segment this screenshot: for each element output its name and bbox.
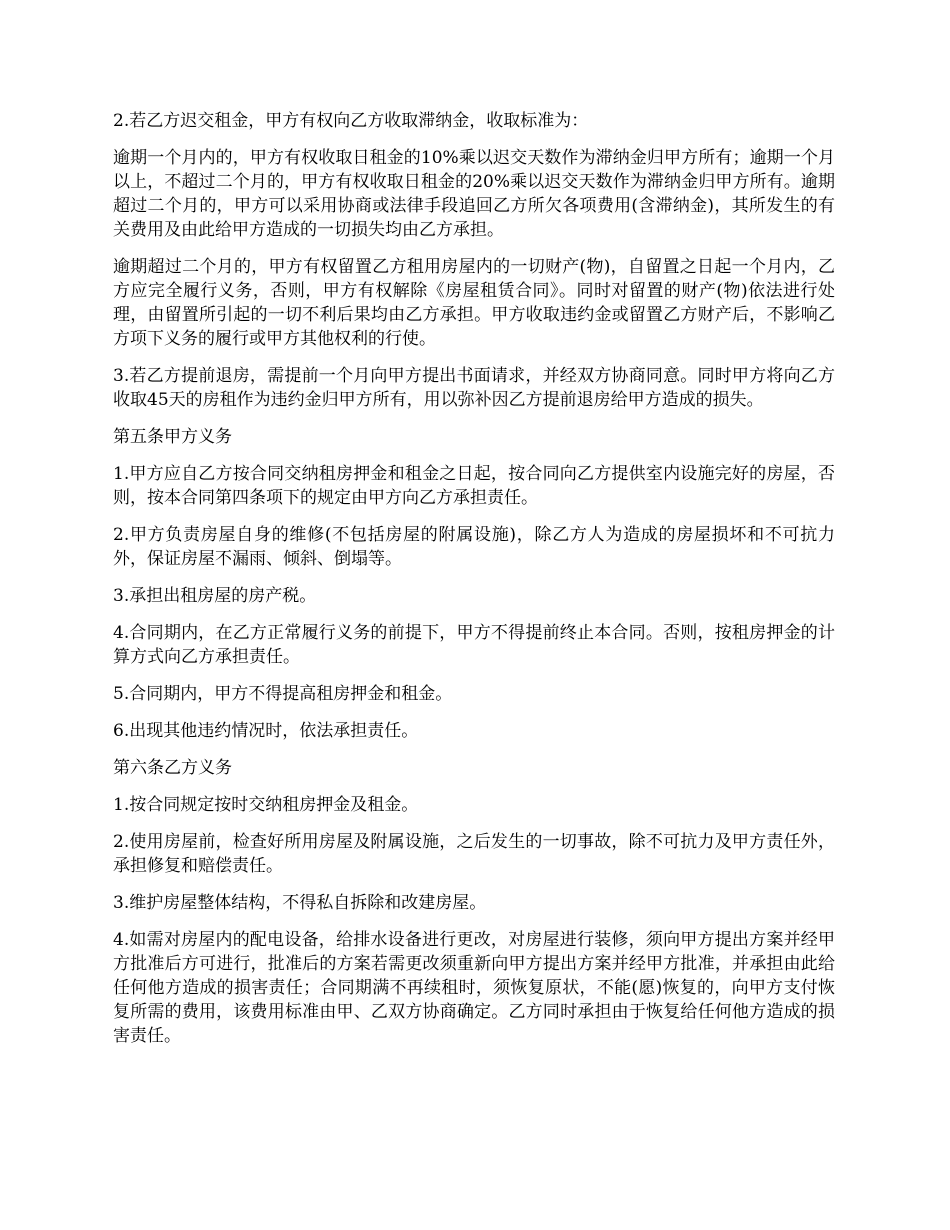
paragraph-lessor-duty-6: 6.出现其他违约情况时，依法承担责任。 (113, 721, 419, 741)
paragraph-lessee-duty-3: 3.维护房屋整体结构，不得私自拆除和改建房屋。 (113, 893, 487, 913)
paragraph-early-termination: 3.若乙方提前退房，需提前一个月向甲方提出书面请求，并经双方协商同意。同时甲方将向乙方收取45天的房租作为违约金归甲方所有，用以弥补因乙方提前退房给甲方造成的损失。 (113, 366, 835, 410)
paragraph-lessee-duty-1: 1.按合同规定按时交纳租房押金及租金。 (113, 795, 419, 815)
paragraph-lessor-duty-5: 5.合同期内，甲方不得提高租房押金和租金。 (113, 684, 453, 704)
section-heading-lessee-duties: 第六条乙方义务 (113, 758, 232, 778)
paragraph-lessee-duty-4: 4.如需对房屋内的配电设备，给排水设备进行更改，对房屋进行装修，须向甲方提出方案并经甲方批准后方可进行，批准后的方案若需更改须重新向甲方提出方案并经甲方批准，并承担由此给任何他方造成的损害责任；合同期满不再续租时，须恢复原状，不能(愿)恢复的，向甲方支付恢复所需的费用，该费用标准由甲、乙双方协商确定。乙方同时承担由于恢复给任何他方造成的损害责任。 (113, 930, 835, 1046)
paragraph-overdue-penalty: 逾期一个月内的，甲方有权收取日租金的10%乘以迟交天数作为滞纳金归甲方所有；逾期一个月以上，不超过二个月的，甲方有权收取日租金的20%乘以迟交天数作为滞纳金归甲方所有。逾期超过二个月的，甲方可以采用协商或法律手段追回乙方所欠各项费用(含滞纳金)，其所发生的有关费用及由此给甲方造成的一切损失均由乙方承担。 (113, 148, 835, 240)
paragraph-lessee-duty-2: 2.使用房屋前，检查好所用房屋及附属设施，之后发生的一切事故，除不可抗力及甲方责任外，承担修复和赔偿责任。 (113, 832, 835, 876)
paragraph-lessor-duty-1: 1.甲方应自乙方按合同交纳租房押金和租金之日起，按合同向乙方提供室内设施完好的房屋，否则，按本合同第四条项下的规定由甲方向乙方承担责任。 (113, 464, 835, 508)
section-heading-lessor-duties: 第五条甲方义务 (113, 427, 232, 447)
paragraph-lessor-duty-2: 2.甲方负责房屋自身的维修(不包括房屋的附属设施)，除乙方人为造成的房屋损坏和不可抗力外，保证房屋不漏雨、倾斜、倒塌等。 (113, 525, 835, 569)
paragraph-property-lien: 逾期超过二个月的，甲方有权留置乙方租用房屋内的一切财产(物)，自留置之日起一个月内，乙方应完全履行义务，否则，甲方有权解除《房屋租赁合同》。同时对留置的财产(物)依法进行处理，由留置所引起的一切不利后果均由乙方承担。甲方收取违约金或留置乙方财产后，不影响乙方项下义务的履行或甲方其他权利的行使。 (113, 257, 835, 349)
document-page (113, 109, 835, 1061)
paragraph-lessor-duty-4: 4.合同期内，在乙方正常履行义务的前提下，甲方不得提前终止本合同。否则，按租房押金的计算方式向乙方承担责任。 (113, 623, 835, 667)
paragraph-lessor-duty-3: 3.承担出租房屋的房产税。 (113, 586, 317, 606)
paragraph-late-rent-fee: 2.若乙方迟交租金，甲方有权向乙方收取滞纳金，收取标准为： (113, 111, 589, 131)
